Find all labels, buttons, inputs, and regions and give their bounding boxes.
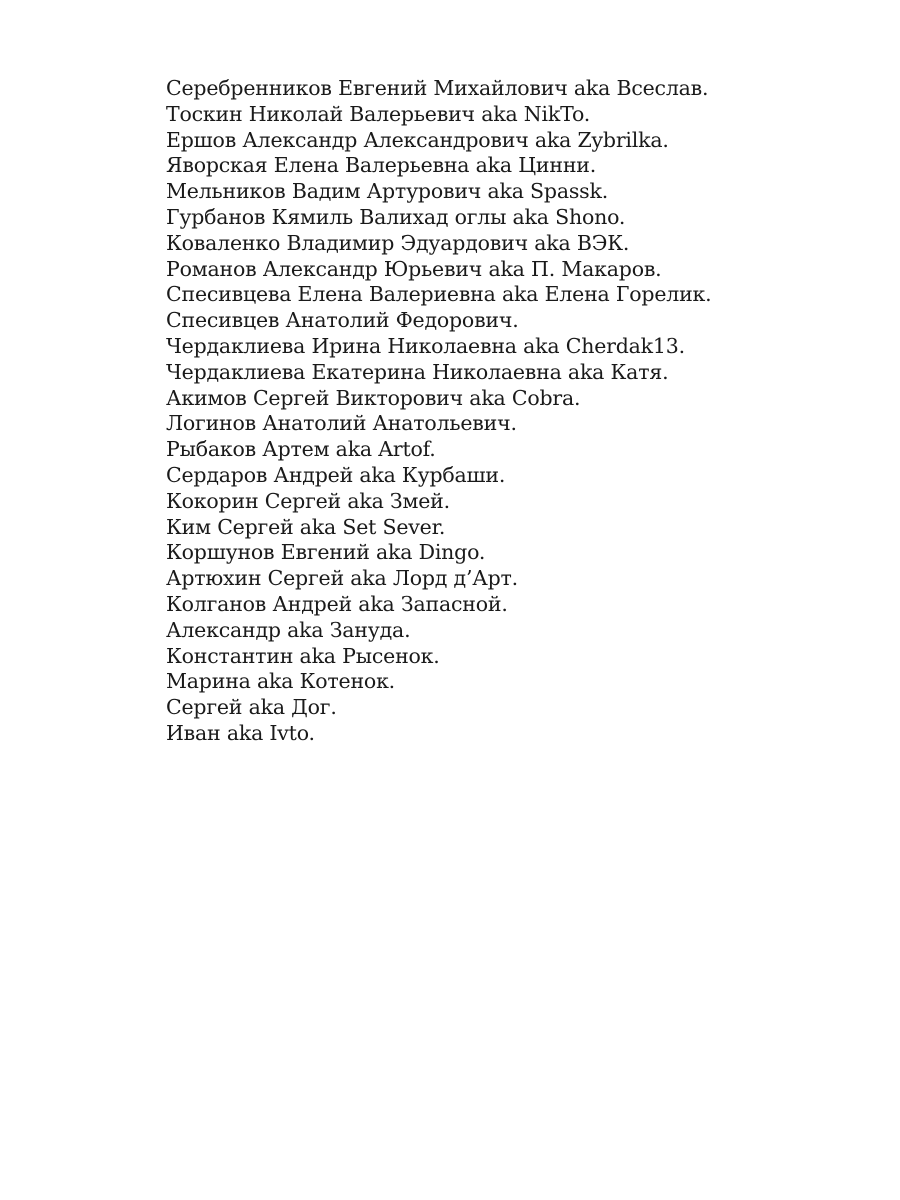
credit-line: Гурбанов Кямиль Валихад оглы aka Shono.	[166, 204, 626, 229]
credit-line: Артюхин Сергей aka Лорд д’Арт.	[166, 566, 518, 591]
credit-line: Кокорин Сергей aka Змей.	[166, 488, 450, 513]
credit-line: Ершов Александр Александрович aka Zybrilka.	[166, 127, 669, 152]
credit-line: Коршунов Евгений aka Dingo.	[166, 540, 486, 565]
credit-line: Чердаклиева Екатерина Николаевна aka Катя.	[166, 359, 669, 384]
credit-line: Тоскин Николай Валерьевич aka NikTo.	[166, 101, 591, 126]
credit-line: Яворская Елена Валерьевна aka Цинни.	[166, 153, 597, 178]
credit-line: Иван aka Ivto.	[166, 720, 315, 745]
credit-line: Константин aka Рысенок.	[166, 643, 440, 668]
credit-line: Чердаклиева Ирина Николаевна aka Cherdak13.	[166, 333, 685, 358]
credit-line: Сергей aka Дог.	[166, 695, 337, 720]
credits-list	[166, 76, 711, 747]
credit-line: Спесивцев Анатолий Федорович.	[166, 308, 519, 333]
credit-line: Спесивцева Елена Валериевна aka Елена Горелик.	[166, 282, 712, 307]
credit-line: Коваленко Владимир Эдуардович aka ВЭК.	[166, 230, 630, 255]
credit-line: Романов Александр Юрьевич aka П. Макаров.	[166, 256, 662, 281]
credit-line: Колганов Андрей aka Запасной.	[166, 591, 508, 616]
credit-line: Ким Сергей aka Set Sever.	[166, 514, 446, 539]
credit-line: Серебренников Евгений Михайлович aka Всеслав.	[166, 76, 709, 100]
credit-line: Логинов Анатолий Анатольевич.	[166, 411, 517, 436]
credit-line: Марина aka Котенок.	[166, 669, 395, 694]
credit-line: Александр aka Зануда.	[166, 617, 411, 642]
credit-line: Сердаров Андрей aka Курбаши.	[166, 462, 506, 487]
credit-line: Рыбаков Артем aka Artof.	[166, 437, 436, 462]
credit-line: Мельников Вадим Артурович aka Spassk.	[166, 179, 609, 204]
credit-line: Акимов Сергей Викторович aka Cobra.	[166, 385, 581, 410]
